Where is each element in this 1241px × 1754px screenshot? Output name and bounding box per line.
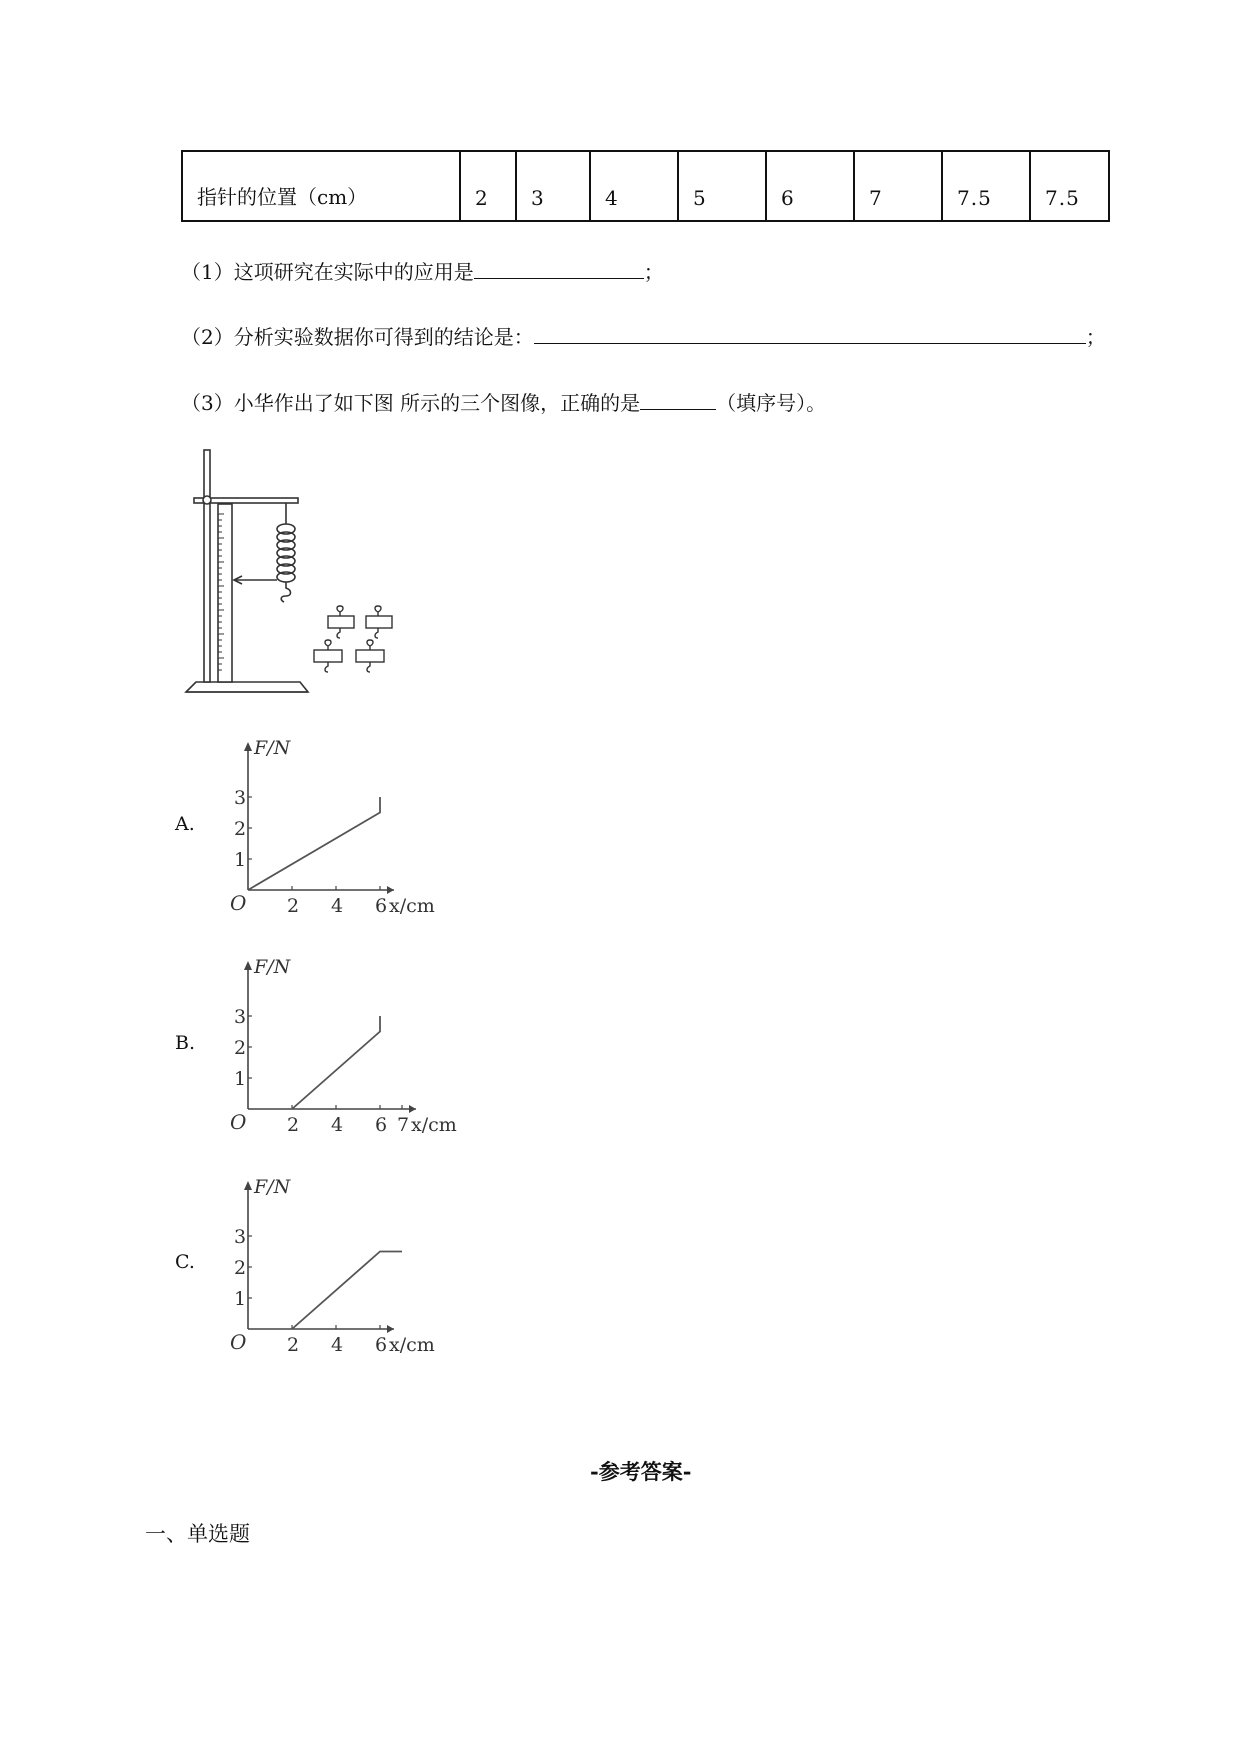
question-1-tail: ； (643, 260, 664, 284)
question-2-tail: ； (1085, 325, 1106, 349)
data-line (292, 1016, 380, 1109)
y-axis-label: F/N (254, 1176, 291, 1198)
x-axis-label: x/cm (389, 1334, 435, 1356)
y-tick-label: 3 (234, 787, 247, 809)
option-c-label[interactable]: C. (175, 1251, 195, 1273)
x-axis-label: x/cm (389, 895, 435, 917)
origin-label: O (230, 1330, 247, 1354)
y-tick-label: 2 (234, 818, 247, 840)
y-axis-arrow-icon (244, 742, 252, 751)
x-tick-label: 4 (331, 1114, 344, 1136)
question-1 (181, 256, 664, 285)
section-heading: 一、单选题 (145, 1522, 250, 1546)
x-tick-label: 2 (287, 1114, 300, 1136)
y-tick-label: 3 (234, 1226, 247, 1248)
y-tick-label: 2 (234, 1037, 247, 1059)
origin-label: O (230, 891, 247, 915)
table-cell: 7.5 (1030, 151, 1109, 221)
question-3-text: （3）小华作出了如下图 所示的三个图像，正确的是 (181, 391, 641, 415)
table-row (182, 151, 1109, 221)
y-axis-label: F/N (254, 737, 291, 759)
y-axis-label: F/N (254, 956, 291, 978)
table-cell: 7.5 (942, 151, 1030, 221)
x-tick-label: 2 (287, 895, 300, 917)
x-axis-arrow-icon (387, 886, 394, 894)
option-a-label[interactable]: A. (175, 813, 195, 835)
y-tick-label: 2 (234, 1257, 247, 1279)
y-axis-arrow-icon (244, 1181, 252, 1190)
y-tick-label: 1 (234, 849, 247, 871)
x-tick-label: 7 (397, 1114, 410, 1136)
table-cell: 4 (590, 151, 678, 221)
table-cell: 7 (854, 151, 942, 221)
x-axis-arrow-icon (387, 1325, 394, 1333)
spring-apparatus-illustration (180, 444, 420, 698)
answer-blank-1[interactable] (474, 258, 644, 279)
x-tick-label: 4 (331, 1334, 344, 1356)
question-3 (181, 387, 826, 416)
x-tick-label: 6 (375, 895, 388, 917)
option-b-label[interactable]: B. (175, 1032, 196, 1054)
question-1-text: （1）这项研究在实际中的应用是 (181, 260, 474, 284)
chart-b (220, 951, 460, 1141)
data-line (248, 797, 380, 890)
y-tick-label: 1 (234, 1288, 247, 1310)
table-cell: 3 (516, 151, 590, 221)
question-2 (181, 321, 1106, 350)
question-2-text: （2）分析实验数据你可得到的结论是： (181, 325, 534, 349)
table-cell: 2 (460, 151, 516, 221)
data-table (181, 150, 1110, 222)
question-3-tail: （填序号）。 (716, 391, 827, 415)
y-tick-label: 1 (234, 1068, 247, 1090)
y-tick-label: 3 (234, 1006, 247, 1028)
x-axis-label: x/cm (411, 1114, 457, 1136)
table-row-label: 指针的位置（cm） (182, 151, 460, 221)
table-cell: 6 (766, 151, 854, 221)
x-tick-label: 2 (287, 1334, 300, 1356)
chart-c (220, 1171, 450, 1361)
x-tick-label: 4 (331, 895, 344, 917)
data-line (292, 1252, 402, 1330)
y-axis-arrow-icon (244, 961, 252, 970)
chart-a (220, 732, 450, 922)
x-tick-label: 6 (375, 1114, 388, 1136)
answer-blank-3[interactable] (640, 389, 716, 410)
origin-label: O (230, 1110, 247, 1134)
answer-key-title: -参考答案- (590, 1459, 692, 1484)
answer-blank-2[interactable] (534, 323, 1086, 344)
table-cell: 5 (678, 151, 766, 221)
x-tick-label: 6 (375, 1334, 388, 1356)
x-axis-arrow-icon (409, 1105, 416, 1113)
